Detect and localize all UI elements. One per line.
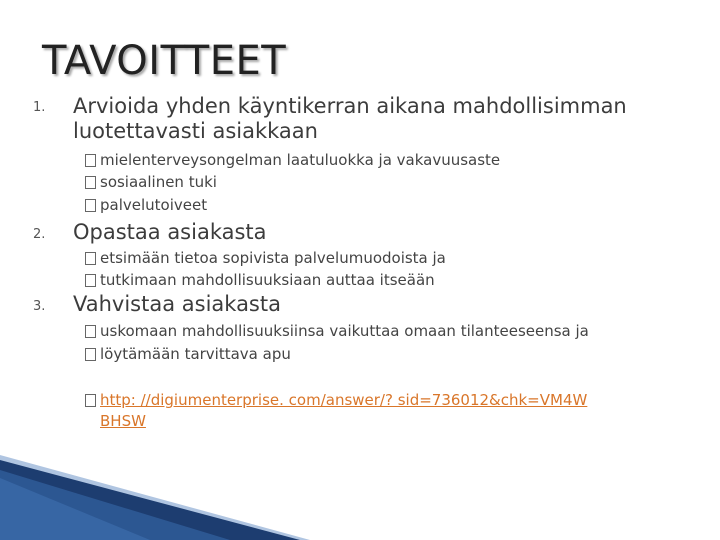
- source-link-continuation-item: [100, 411, 146, 431]
- item-2-number: 2.: [33, 227, 46, 242]
- sub-item-text: tutkimaan mahdollisuuksiaan auttaa itseään: [100, 271, 435, 289]
- sub-item-text: uskomaan mahdollisuuksiinsa vaikuttaa omaan tilanteeseensa ja: [100, 322, 589, 340]
- list-item: [85, 248, 446, 268]
- item-1-number: 1.: [33, 100, 46, 115]
- sub-item-text: sosiaalinen tuki: [100, 173, 217, 191]
- checkbox-bullet-icon: [85, 176, 96, 189]
- checkbox-bullet-icon: [85, 199, 96, 212]
- source-link-item: [85, 390, 587, 410]
- sub-item-text: etsimään tietoa sopivista palvelumuodoista ja: [100, 249, 446, 267]
- item-1-text-line1: Arvioida yhden käyntikerran aikana mahdollisimman: [73, 94, 627, 118]
- item-3-number: 3.: [33, 299, 46, 314]
- list-item: [85, 150, 500, 170]
- sub-item-text: löytämään tarvittava apu: [100, 345, 291, 363]
- list-item: [85, 172, 217, 192]
- decoration-band-light: [0, 455, 310, 540]
- sub-item-text: mielenterveysongelman laatuluokka ja vakavuusaste: [100, 151, 501, 169]
- list-item: [85, 344, 291, 364]
- list-item: [85, 270, 435, 290]
- decoration-band-shine: [0, 478, 150, 540]
- source-link-continuation[interactable]: BHSW: [100, 412, 146, 430]
- decoration-band-dark: [0, 460, 300, 540]
- checkbox-bullet-icon: [85, 154, 96, 167]
- source-link[interactable]: http: //digiumenterprise. com/answer/? sid=736012&chk=VM4W: [100, 391, 588, 409]
- checkbox-bullet-icon: [85, 348, 96, 361]
- item-2-text: Opastaa asiakasta: [73, 220, 267, 244]
- checkbox-bullet-icon: [85, 394, 96, 407]
- decoration-band-mid: [0, 470, 230, 540]
- checkbox-bullet-icon: [85, 252, 96, 265]
- sub-item-text: palvelutoiveet: [100, 196, 208, 214]
- list-item: [85, 195, 207, 215]
- list-item: [85, 321, 589, 341]
- item-3-text: Vahvistaa asiakasta: [73, 292, 281, 316]
- item-1-text-line2: luotettavasti asiakkaan: [73, 119, 318, 143]
- checkbox-bullet-icon: [85, 325, 96, 338]
- slide-title: TAVOITTEET: [42, 38, 287, 84]
- checkbox-bullet-icon: [85, 274, 96, 287]
